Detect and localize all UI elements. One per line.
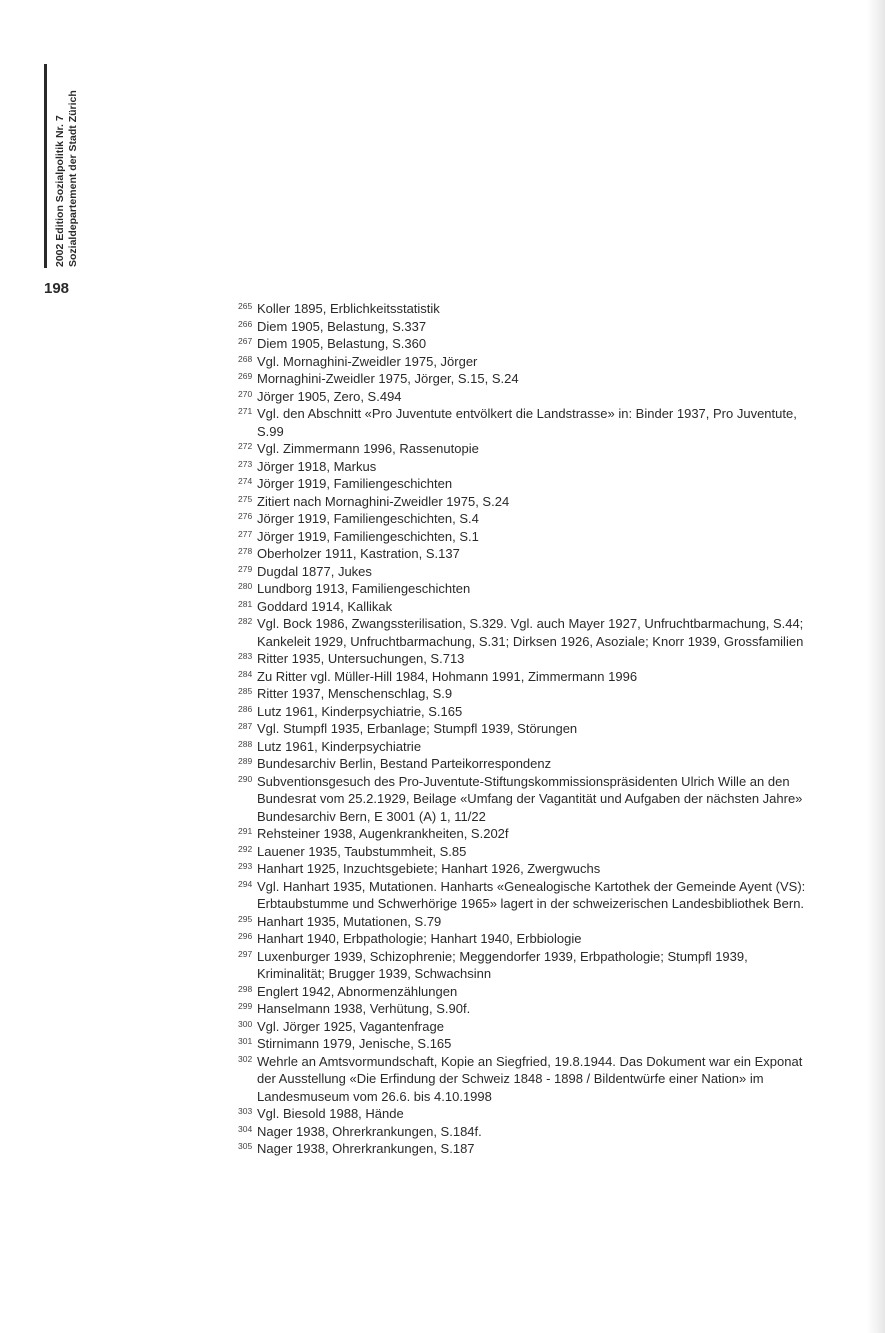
footnote-number: 293	[238, 861, 253, 871]
footnote-text: Lutz 1961, Kinderpsychiatrie	[257, 738, 422, 754]
footnote-text: Zitiert nach Mornaghini-Zweidler 1975, S.24	[257, 493, 510, 509]
footnote-number: 273	[238, 458, 253, 469]
footnote-number: 271	[238, 406, 253, 416]
page-number: 198	[44, 280, 70, 297]
footnote-text: Lauener 1935, Taubstummheit, S.85	[257, 843, 467, 859]
footnote-number: 305	[238, 1141, 253, 1151]
footnote	[238, 545, 813, 563]
footnote-number: 268	[238, 353, 253, 364]
footnote-text: Oberholzer 1911, Kastration, S.137	[257, 546, 460, 561]
footnote-number: 302	[238, 1053, 253, 1064]
footnote-text: Hanhart 1925, Inzuchtsgebiete; Hanhart 1926, Zwergwuchs	[257, 861, 601, 876]
footnote-number: 265	[238, 301, 253, 311]
footnote	[238, 913, 813, 931]
footnote	[238, 860, 813, 878]
footnote-text: Vgl. Jörger 1925, Vagantenfrage	[257, 1018, 444, 1034]
footnote	[238, 528, 813, 546]
footnote	[238, 440, 813, 458]
footnote-number: 269	[238, 371, 253, 381]
footnote-text: Wehrle an Amtsvormundschaft, Kopie an Siegfried, 19.8.1944. Das Dokument war ein Exponat der Ausstellung «Die Erfindung der Schweiz 1848 - 1898 / Bildentwürfe einer Nation» im Landesmuseum vom 26.6. bis 4.10.1998	[257, 1053, 803, 1104]
footnote-number: 275	[238, 493, 253, 504]
footnote-number: 295	[238, 913, 253, 924]
footnote-number: 279	[238, 563, 253, 574]
footnote-number: 277	[238, 528, 253, 539]
footnote-text: Vgl. Hanhart 1935, Mutationen. Hanharts «Genealogische Kartothek der Gemeinde Ayent (VS): Erbtaubstumme und Schwerhörige 1965» lagert in der schweizerischen Landesbibliothek Bern.	[257, 878, 806, 911]
footnote-text: Jörger 1918, Markus	[257, 458, 377, 474]
footnote	[238, 598, 813, 616]
footnote-number: 282	[238, 616, 253, 626]
footnote	[238, 703, 813, 721]
publication-series: 2002 Edition Sozialpolitik Nr. 7	[54, 115, 66, 267]
footnote-number: 270	[238, 388, 253, 399]
footnote-text: Lundborg 1913, Familiengeschichten	[257, 581, 471, 596]
footnote-number: 272	[238, 441, 253, 451]
footnote-number: 286	[238, 703, 253, 714]
footnote	[238, 1123, 813, 1141]
footnote-number: 266	[238, 318, 253, 329]
footnote-text: Hanselmann 1938, Verhütung, S.90f.	[257, 1001, 471, 1016]
footnote	[238, 825, 813, 843]
footnote-text: Zu Ritter vgl. Müller-Hill 1984, Hohmann 1991, Zimmermann 1996	[257, 668, 638, 684]
footnote	[238, 720, 813, 738]
footnote	[238, 1035, 813, 1053]
footnote-number: 281	[238, 598, 253, 609]
footnote-number: 301	[238, 1036, 253, 1046]
footnote-text: Koller 1895, Erblichkeitsstatistik	[257, 301, 440, 316]
footnote-number: 303	[238, 1106, 253, 1116]
footnote	[238, 773, 813, 826]
sidebar-publication-info	[54, 57, 80, 267]
footnote	[238, 878, 813, 913]
footnote-text: Hanhart 1940, Erbpathologie; Hanhart 1940, Erbbiologie	[257, 931, 582, 946]
footnote	[238, 318, 813, 336]
page-edge-shadow	[867, 0, 885, 1333]
footnote-text: Rehsteiner 1938, Augenkrankheiten, S.202f	[257, 826, 509, 841]
footnote	[238, 300, 813, 318]
footnote	[238, 685, 813, 703]
footnote-number: 291	[238, 826, 253, 836]
footnote-text: Hanhart 1935, Mutationen, S.79	[257, 913, 442, 929]
footnote	[238, 615, 813, 650]
footnote	[238, 650, 813, 668]
footnote	[238, 843, 813, 861]
footnote	[238, 493, 813, 511]
footnote-number: 294	[238, 878, 253, 889]
footnote	[238, 388, 813, 406]
footnote-text: Vgl. Mornaghini-Zweidler 1975, Jörger	[257, 353, 478, 369]
footnote-number: 278	[238, 546, 253, 556]
footnote-number: 267	[238, 336, 253, 346]
footnote	[238, 1053, 813, 1106]
footnote-text: Bundesarchiv Berlin, Bestand Parteikorrespondenz	[257, 756, 552, 771]
footnote	[238, 335, 813, 353]
footnote-text: Dugdal 1877, Jukes	[257, 563, 372, 579]
footnote	[238, 458, 813, 476]
footnote-text: Stirnimann 1979, Jenische, S.165	[257, 1036, 452, 1051]
footnote-number: 298	[238, 983, 253, 994]
footnote-number: 296	[238, 931, 253, 941]
footnote-number: 289	[238, 756, 253, 766]
footnote-number: 292	[238, 843, 253, 854]
footnote-text: Subventionsgesuch des Pro-Juventute-Stiftungskommissionspräsidenten Ulrich Wille an den Bundesrat vom 25.2.1929, Beilage «Umfang der Vagantität und Aufgaben der nächsten Jahre» Bundesarchiv Bern, E 3001 (A) 1, 11/22	[257, 773, 803, 824]
footnote-number: 299	[238, 1001, 253, 1011]
footnote	[238, 1018, 813, 1036]
footnote	[238, 983, 813, 1001]
footnote-text: Jörger 1919, Familiengeschichten, S.1	[257, 528, 479, 544]
footnote-number: 274	[238, 476, 253, 486]
footnote	[238, 1000, 813, 1018]
sidebar-rule	[44, 64, 47, 268]
footnote-text: Ritter 1935, Untersuchungen, S.713	[257, 651, 465, 666]
footnote-text: Mornaghini-Zweidler 1975, Jörger, S.15, S.24	[257, 371, 519, 386]
footnote-text: Vgl. den Abschnitt «Pro Juventute entvölkert die Landstrasse» in: Binder 1937, Pro Juventute, S.99	[257, 406, 797, 439]
footnote-text: Diem 1905, Belastung, S.360	[257, 336, 427, 351]
footnote	[238, 738, 813, 756]
footnote-text: Vgl. Stumpfl 1935, Erbanlage; Stumpfl 1939, Störungen	[257, 721, 578, 736]
footnote-number: 288	[238, 738, 253, 749]
footnote-text: Ritter 1937, Menschenschlag, S.9	[257, 686, 453, 701]
footnote	[238, 755, 813, 773]
footnote-text: Englert 1942, Abnormenzählungen	[257, 983, 458, 999]
footnote	[238, 353, 813, 371]
footnote-text: Nager 1938, Ohrerkrankungen, S.187	[257, 1141, 475, 1156]
footnote	[238, 668, 813, 686]
footnote	[238, 1140, 813, 1158]
footnote-number: 297	[238, 948, 253, 959]
footnote-number: 290	[238, 773, 253, 784]
footnote-text: Lutz 1961, Kinderpsychiatrie, S.165	[257, 703, 463, 719]
footnote-text: Nager 1938, Ohrerkrankungen, S.184f.	[257, 1123, 482, 1139]
footnote	[238, 370, 813, 388]
footnote-number: 276	[238, 511, 253, 521]
footnote-number: 283	[238, 651, 253, 661]
footnote-number: 304	[238, 1123, 253, 1134]
footnote-text: Vgl. Zimmermann 1996, Rassenutopie	[257, 441, 479, 456]
footnote	[238, 510, 813, 528]
footnote-number: 280	[238, 581, 253, 591]
footnote-number: 300	[238, 1018, 253, 1029]
footnote	[238, 930, 813, 948]
footnote	[238, 563, 813, 581]
footnote	[238, 1105, 813, 1123]
footnote	[238, 475, 813, 493]
footnote-number: 284	[238, 668, 253, 679]
footnote-number: 285	[238, 686, 253, 696]
footnote	[238, 405, 813, 440]
footnote-text: Jörger 1919, Familiengeschichten	[257, 476, 453, 491]
footnote	[238, 580, 813, 598]
footnote-text: Vgl. Biesold 1988, Hände	[257, 1106, 404, 1121]
footnote-text: Luxenburger 1939, Schizophrenie; Meggendorfer 1939, Erbpathologie; Stumpfl 1939, Kriminalität; Brugger 1939, Schwachsinn	[257, 948, 748, 981]
publisher-department: Sozialdepartement der Stadt Zürich	[67, 90, 79, 267]
footnote-list	[238, 300, 813, 1158]
footnote-text: Vgl. Bock 1986, Zwangssterilisation, S.329. Vgl. auch Mayer 1927, Unfruchtbarmachung, S.44; Kankeleit 1929, Unfruchtbarmachung, S.31; Dirksen 1926, Asoziale; Knorr 1939, Grossfamilien	[257, 616, 804, 649]
footnote-number: 287	[238, 721, 253, 731]
footnote-text: Diem 1905, Belastung, S.337	[257, 318, 427, 334]
footnote-text: Goddard 1914, Kallikak	[257, 598, 393, 614]
footnote-text: Jörger 1905, Zero, S.494	[257, 388, 402, 404]
footnote-text: Jörger 1919, Familiengeschichten, S.4	[257, 511, 479, 526]
footnote	[238, 948, 813, 983]
